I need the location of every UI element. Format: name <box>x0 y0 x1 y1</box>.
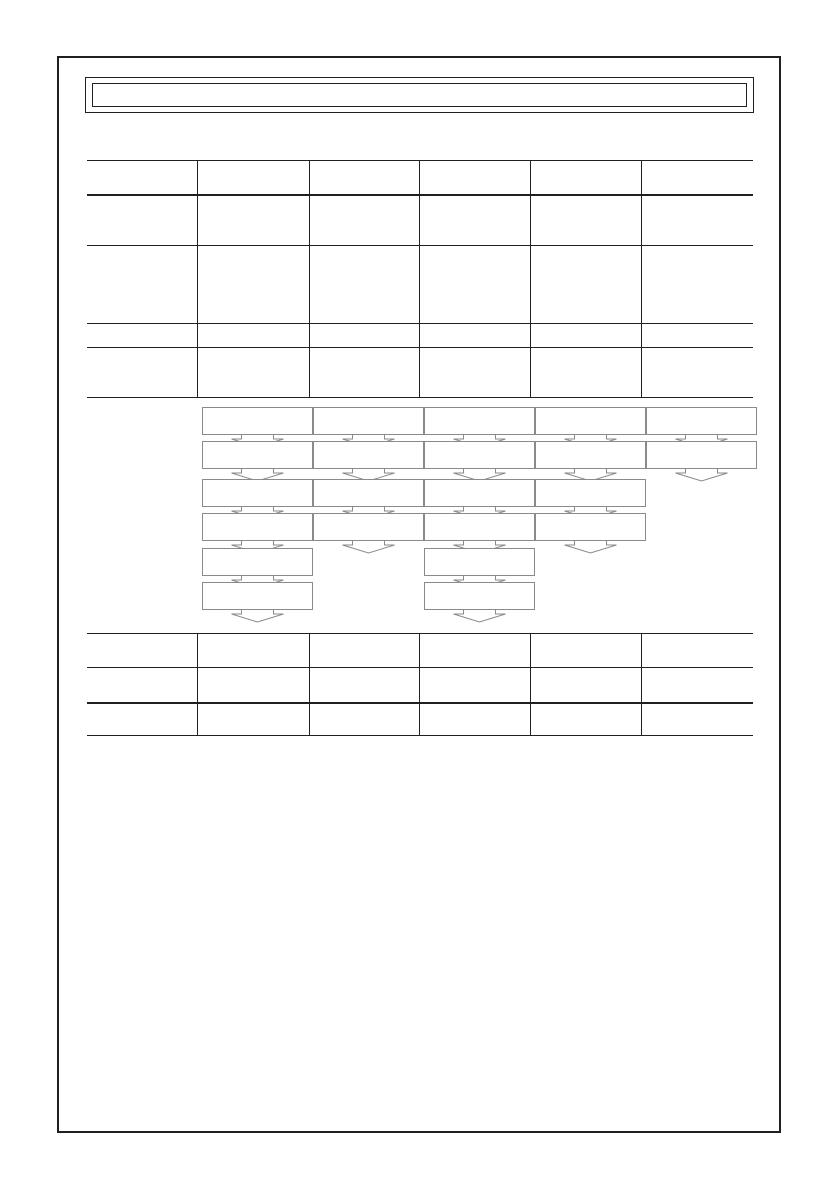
flow-step-box <box>203 442 313 469</box>
flow-step-box <box>314 442 424 469</box>
table-cell <box>87 703 197 736</box>
flow-step-box <box>536 442 646 469</box>
flow-step-box <box>425 480 535 507</box>
down-arrow-icon <box>454 610 506 622</box>
down-arrow-icon <box>232 610 284 622</box>
flow-step-box <box>425 583 535 610</box>
down-arrow-icon <box>676 469 728 481</box>
table-cell <box>309 634 419 668</box>
flow-step <box>203 514 313 554</box>
table-cell <box>641 668 753 703</box>
table-cell <box>641 634 753 668</box>
down-arrow-icon <box>565 541 617 553</box>
flow-step <box>425 514 535 554</box>
table-cell <box>197 703 309 736</box>
flow-step-box <box>314 408 424 435</box>
flow-step-box <box>425 549 535 576</box>
flow-step <box>425 583 535 623</box>
flow-step-box <box>203 583 313 610</box>
flow-step <box>203 583 313 623</box>
flow-step <box>314 442 424 482</box>
flow-step-box <box>203 480 313 507</box>
flow-step-box <box>647 442 757 469</box>
table-cell <box>197 668 309 703</box>
flow-step <box>647 442 757 482</box>
table-cell <box>309 703 419 736</box>
table-cell <box>309 668 419 703</box>
flow-step-box <box>314 514 424 541</box>
flow-step-box <box>203 408 313 435</box>
flow-step-box <box>425 514 535 541</box>
table-cell <box>641 703 753 736</box>
table-cell <box>530 703 641 736</box>
flow-step <box>425 442 535 482</box>
flow-step-box <box>203 514 313 541</box>
table-row <box>87 703 753 736</box>
table-cell <box>530 634 641 668</box>
flow-step <box>314 514 424 554</box>
down-arrow-icon <box>343 541 395 553</box>
table-cell <box>419 703 530 736</box>
flow-step <box>536 442 646 482</box>
table-cell <box>530 668 641 703</box>
flow-step-box <box>647 408 757 435</box>
table-row <box>87 668 753 703</box>
flow-step <box>536 514 646 554</box>
flow-step-box <box>425 442 535 469</box>
flow-step-box <box>536 514 646 541</box>
flow-step-box <box>203 549 313 576</box>
flow-step-box <box>536 408 646 435</box>
table-row <box>87 634 753 668</box>
flow-step <box>203 442 313 482</box>
table-cell <box>419 668 530 703</box>
table-cell <box>197 634 309 668</box>
flow-step-box <box>425 408 535 435</box>
table-cell <box>87 668 197 703</box>
table-cell <box>87 634 197 668</box>
bottom-table <box>87 633 753 736</box>
flow-step-box <box>314 480 424 507</box>
flow-step-box <box>536 480 646 507</box>
table-cell <box>419 634 530 668</box>
